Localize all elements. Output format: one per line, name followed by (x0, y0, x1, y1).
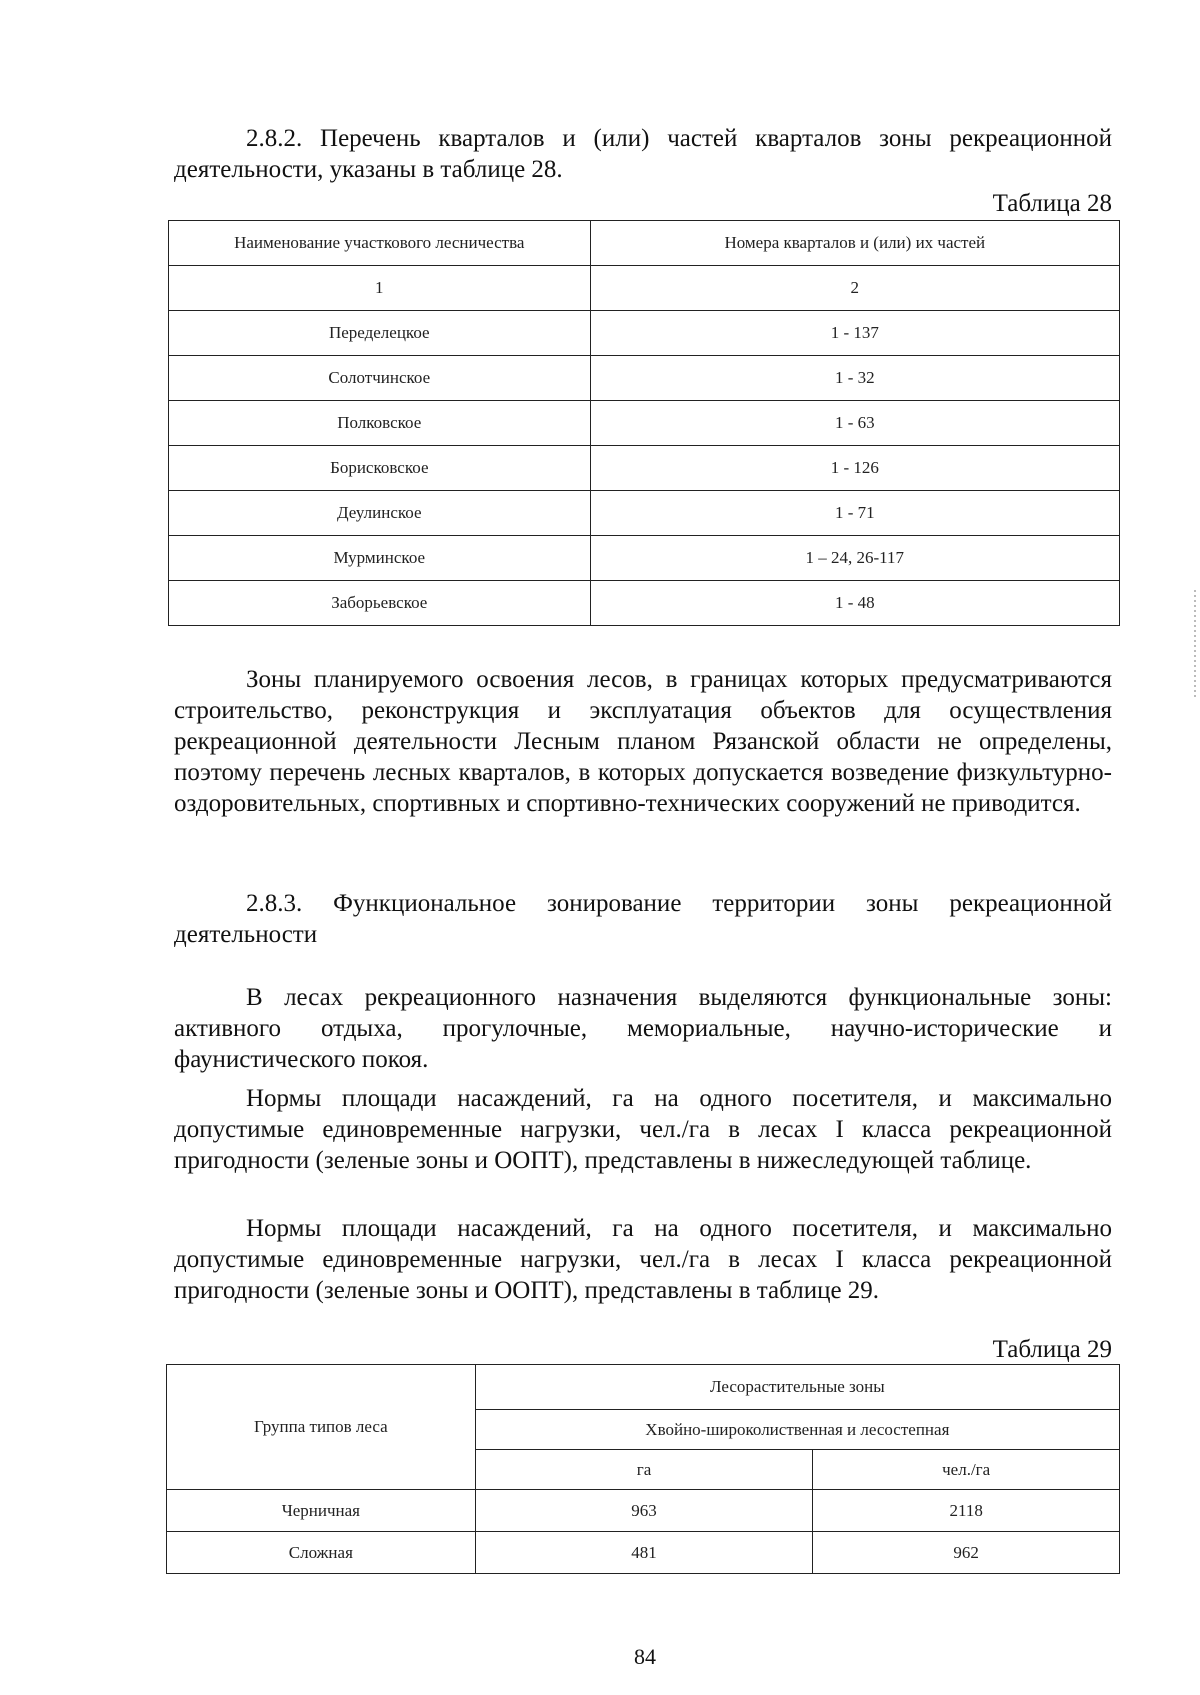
table-28-numbering-row (169, 266, 1120, 311)
forestry-name: Борисковское (169, 446, 591, 491)
max-load: 2118 (813, 1490, 1120, 1532)
table-29-group-header: Группа типов леса (167, 1365, 476, 1490)
quarter-numbers: 1 – 24, 26-117 (590, 536, 1119, 581)
recreational-forests-paragraph: В лесах рекреационного назначения выделяются функциональные зоны: активного отдыха, прогулочные, мемориальные, научно-исторические и фаунистического покоя. (174, 984, 1112, 1073)
forestry-name: Полковское (169, 401, 591, 446)
area-per-visitor: 963 (475, 1490, 813, 1532)
table-row (167, 1490, 1120, 1532)
table-28-number-1: 1 (169, 266, 591, 311)
table-29-subzone-header: Хвойно-широколиственная и лесостепная (475, 1410, 1119, 1450)
table-29 (166, 1364, 1120, 1574)
quarter-numbers: 1 - 71 (590, 491, 1119, 536)
norms-paragraph-2: Нормы площади насаждений, га на одного посетителя, и максимально допустимые единовременные нагрузки, чел./га в лесах I класса рекреационной пригодности (зеленые зоны и ООПТ), представлены в таблице 29. (174, 1215, 1112, 1304)
area-per-visitor: 481 (475, 1532, 813, 1574)
forestry-name: Мурминское (169, 536, 591, 581)
table-row (169, 311, 1120, 356)
quarter-numbers: 1 - 48 (590, 581, 1119, 626)
table-row (169, 491, 1120, 536)
table-28-header-row (169, 221, 1120, 266)
quarter-numbers: 1 - 32 (590, 356, 1119, 401)
table-29-unit-people: чел./га (813, 1450, 1120, 1490)
table-row (169, 536, 1120, 581)
table-29-header-row-1 (167, 1365, 1120, 1410)
zones-paragraph: Зоны планируемого освоения лесов, в границах которых предусматриваются строительство, реконструкция и эксплуатация объектов для осуществления рекреационной деятельности Лесным планом Рязанской области не определены, поэтому перечень лесных кварталов, в которых допускается возведение физкультурно-оздоровительных, спортивных и спортивно-технических сооружений не приводится. (174, 666, 1112, 817)
quarter-numbers: 1 - 137 (590, 311, 1119, 356)
table-row (167, 1532, 1120, 1574)
table-row (169, 401, 1120, 446)
forestry-name: Деулинское (169, 491, 591, 536)
table-28-header-forestry: Наименование участкового лесничества (169, 221, 591, 266)
norms-paragraph-1: Нормы площади насаждений, га на одного посетителя, и максимально допустимые единовременные нагрузки, чел./га в лесах I класса рекреационной пригодности (зеленые зоны и ООПТ), представлены в нижеследующей таблице. (174, 1085, 1112, 1174)
table-row (169, 356, 1120, 401)
section-2-8-3-heading: 2.8.3. Функциональное зонирование территории зоны рекреационной деятельности (174, 890, 1112, 948)
scan-edge-mark (1194, 590, 1196, 700)
table-row (169, 446, 1120, 491)
table-28-caption: Таблица 28 (992, 190, 1112, 217)
table-row (169, 581, 1120, 626)
table-29-unit-ha: га (475, 1450, 813, 1490)
table-28 (168, 220, 1120, 626)
quarter-numbers: 1 - 126 (590, 446, 1119, 491)
quarter-numbers: 1 - 63 (590, 401, 1119, 446)
table-28-header-quarters: Номера кварталов и (или) их частей (590, 221, 1119, 266)
table-29-caption: Таблица 29 (992, 1336, 1112, 1363)
table-29-zone-header: Лесорастительные зоны (475, 1365, 1119, 1410)
section-2-8-2-paragraph: 2.8.2. Перечень кварталов и (или) частей кварталов зоны рекреационной деятельности, указаны в таблице 28. (174, 125, 1112, 183)
forest-type: Черничная (167, 1490, 476, 1532)
forestry-name: Заборьевское (169, 581, 591, 626)
page-number: 84 (634, 1644, 656, 1669)
forestry-name: Переделецкое (169, 311, 591, 356)
forestry-name: Солотчинское (169, 356, 591, 401)
table-28-number-2: 2 (590, 266, 1119, 311)
forest-type: Сложная (167, 1532, 476, 1574)
max-load: 962 (813, 1532, 1120, 1574)
